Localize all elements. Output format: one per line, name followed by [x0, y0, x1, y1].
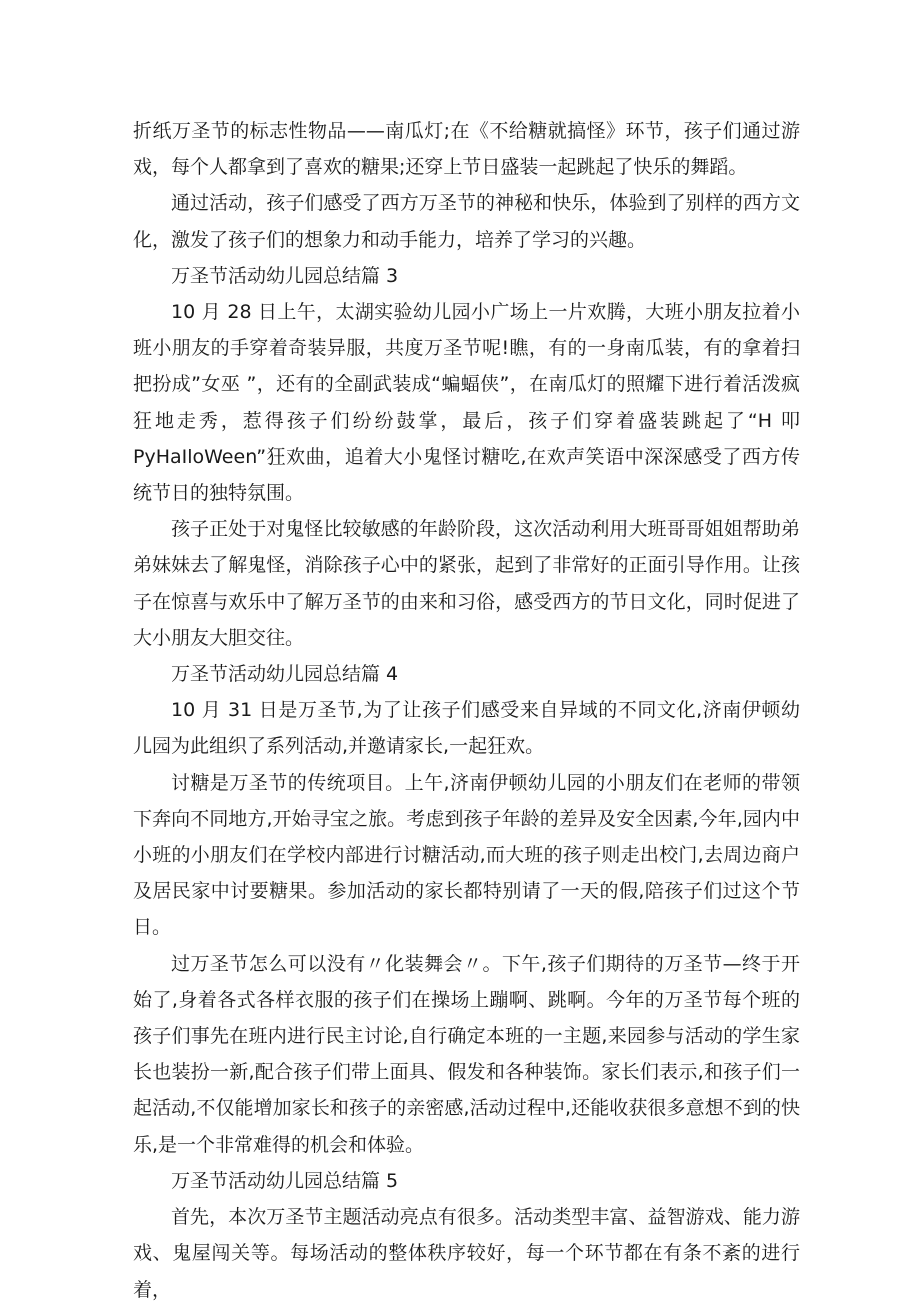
paragraph-7: 10 月 31 日是万圣节,为了让孩子们感受来自异域的不同文化,济南伊顿幼儿园为此组织了系列活动,并邀请家长,一起狂欢。 — [133, 699, 800, 758]
document-body — [133, 113, 800, 1308]
paragraph-8: 讨糖是万圣节的传统项目。上午,济南伊顿幼儿园的小朋友们在老师的带领下奔向不同地方,开始寻宝之旅。考虑到孩子年龄的差异及安全因素,今年,园内中小班的小朋友们在学校内部进行讨糖活动,而大班的孩子则走出校门,去周边商户及居民家中讨要糖果。参加活动的家长都特别请了一天的假,陪孩子们过这个节日。 — [133, 771, 800, 939]
paragraph-11: 首先，本次万圣节主题活动亮点有很多。活动类型丰富、益智游戏、能力游戏、鬼屋闯关等。每场活动的整体秩序较好，每一个环节都在有条不紊的进行着， — [133, 1206, 800, 1301]
paragraph-5: 孩子正处于对鬼怪比较敏感的年龄阶段，这次活动利用大班哥哥姐姐帮助弟弟妹妹去了解鬼怪，消除孩子心中的紧张，起到了非常好的正面引导作用。让孩子在惊喜与欢乐中了解万圣节的由来和习俗，感受西方的节日文化，同时促进了大小朋友大胆交往。 — [133, 518, 800, 649]
section-heading-3: 万圣节活动幼儿园总结篇 3 — [171, 264, 399, 287]
paragraph-2: 通过活动，孩子们感受了西方万圣节的神秘和快乐，体验到了别样的西方文化，激发了孩子们的想象力和动手能力，培养了学习的兴趣。 — [133, 192, 800, 251]
section-heading-5: 万圣节活动幼儿园总结篇 5 — [171, 1169, 399, 1192]
section-heading-4: 万圣节活动幼儿园总结篇 4 — [171, 663, 399, 686]
paragraph-1: 折纸万圣节的标志性物品——南瓜灯;在《不给糖就搞怪》环节，孩子们通过游戏，每个人都拿到了喜欢的糖果;还穿上节日盛装一起跳起了快乐的舞蹈。 — [133, 120, 800, 179]
paragraph-9: 过万圣节怎么可以没有〃化装舞会〃。下午,孩子们期待的万圣节—终于开始了,身着各式各样衣服的孩子们在操场上蹦啊、跳啊。今年的万圣节每个班的孩子们事先在班内进行民主讨论,自行确定本班的一主题,来园参与活动的学生家长也装扮一新,配合孩子们带上面具、假发和各种装饰。家长们表示,和孩子们一起活动,不仅能增加家长和孩子的亲密感,活动过程中,还能收获很多意想不到的快乐,是一个非常难得的机会和体验。 — [133, 952, 800, 1156]
paragraph-4: 10 月 28 日上午，太湖实验幼儿园小广场上一片欢腾，大班小朋友拉着小班小朋友的手穿着奇装异服，共度万圣节呢!瞧，有的一身南瓜装，有的拿着扫把扮成”女巫 ”，还有的全副武装成“蝙蝠侠”，在南瓜灯的照耀下进行着活泼疯狂地走秀，惹得孩子们纷纷鼓掌，最后，孩子们穿着盛装跳起了“H 叩 PyHaIloWeen”狂欢曲，追着大小鬼怪讨糖吃,在欢声笑语中深深感受了西方传统节日的独特氛围。 — [133, 301, 800, 505]
